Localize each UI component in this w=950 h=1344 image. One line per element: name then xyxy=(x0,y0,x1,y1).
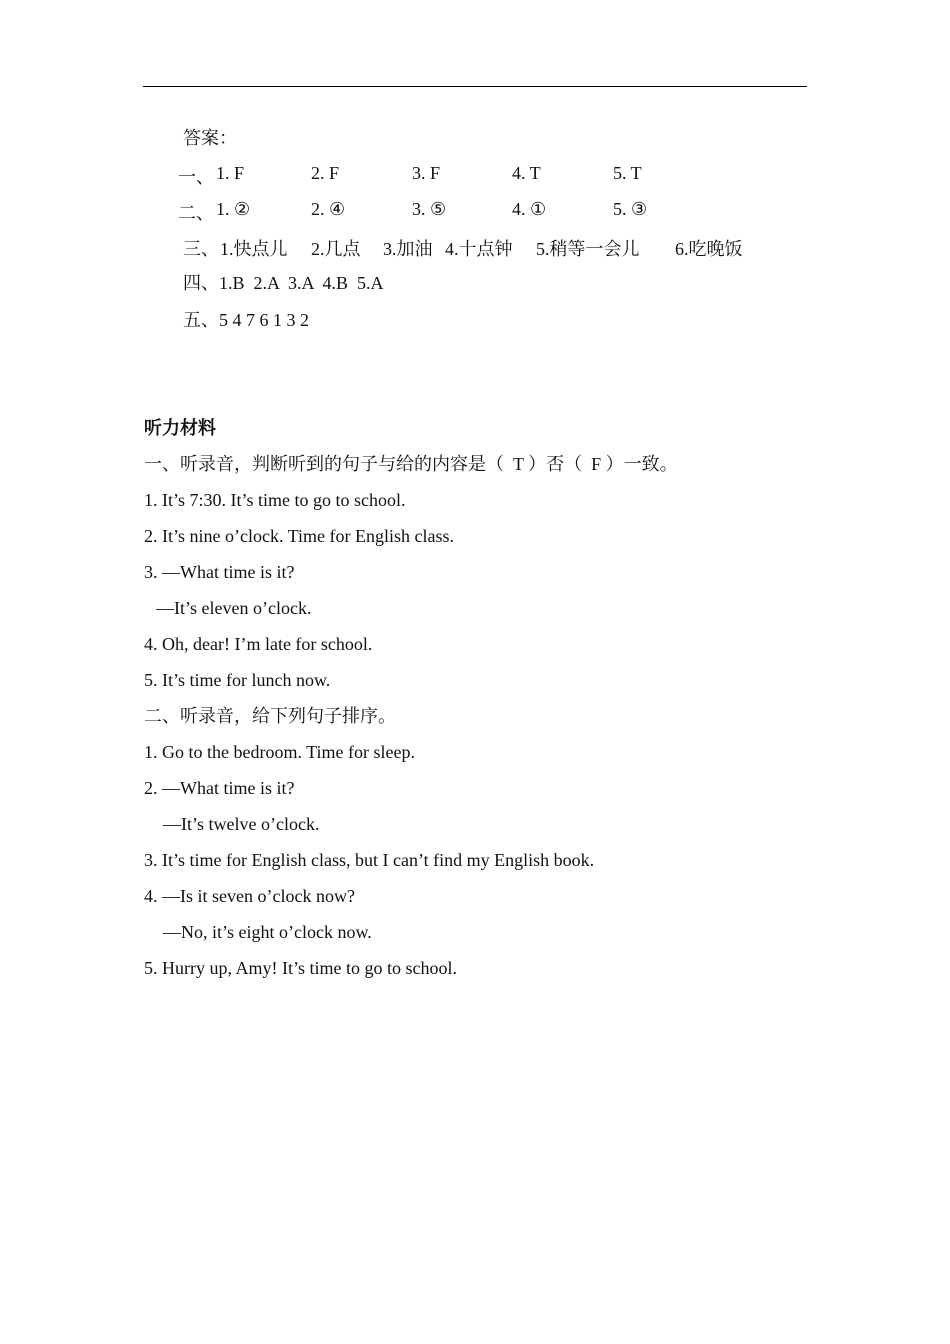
answer-item: 6.吃晚饭 xyxy=(675,239,743,259)
answer-item: 5.稍等一会儿 xyxy=(536,239,640,259)
answers-part1-label: 一、 xyxy=(178,167,214,187)
section2-line: 2. —What time is it? xyxy=(144,778,295,798)
section1-line: 2. It’s nine o’clock. Time for English class. xyxy=(144,526,454,546)
answer-item: 1. F xyxy=(216,163,245,183)
answer-item: 2. F xyxy=(311,163,340,183)
section1-line: 4. Oh, dear! I’m late for school. xyxy=(144,634,373,654)
section2-line: —No, it’s eight o’clock now. xyxy=(163,922,372,942)
answer-item: 2.几点 xyxy=(311,239,361,259)
section2-line: 1. Go to the bedroom. Time for sleep. xyxy=(144,742,415,762)
answer-item: 1.快点儿 xyxy=(220,239,288,259)
section1-line: 5. It’s time for lunch now. xyxy=(144,670,331,690)
section1-heading: 一、听录音，判断听到的句子与给的内容是（ T ）否（ F ）一致。 xyxy=(144,454,678,474)
section2-heading: 二、听录音，给下列句子排序。 xyxy=(144,706,396,726)
section2-line: 4. —Is it seven o’clock now? xyxy=(144,886,355,906)
answer-item: 4.十点钟 xyxy=(445,239,513,259)
section1-line: 1. It’s 7:30. It’s time to go to school. xyxy=(144,490,406,510)
answers-part5: 五、5 4 7 6 1 3 2 xyxy=(183,310,309,330)
answer-item: 5. ③ xyxy=(613,199,648,219)
listening-title: 听力材料 xyxy=(144,418,216,438)
answers-part2-label: 二、 xyxy=(178,203,214,223)
answers-part3-label: 三、 xyxy=(183,239,219,259)
answer-item: 4. ① xyxy=(512,199,547,219)
answer-item: 5. T xyxy=(613,163,642,183)
section1-line: 3. —What time is it? xyxy=(144,562,295,582)
section2-line: 5. Hurry up, Amy! It’s time to go to school. xyxy=(144,958,457,978)
answer-item: 2. ④ xyxy=(311,199,346,219)
answer-item: 3. ⑤ xyxy=(412,199,447,219)
answer-item: 4. T xyxy=(512,163,541,183)
answer-item: 1. ② xyxy=(216,199,251,219)
answers-heading: 答案： xyxy=(183,128,237,148)
answer-item: 3.加油 xyxy=(383,239,433,259)
answers-part4: 四、1.B 2.A 3.A 4.B 5.A xyxy=(183,273,384,293)
section1-line: —It’s eleven o’clock. xyxy=(156,598,312,618)
section2-line: 3. It’s time for English class, but I can’t find my English book. xyxy=(144,850,595,870)
answer-item: 3. F xyxy=(412,163,441,183)
section2-line: —It’s twelve o’clock. xyxy=(163,814,320,834)
header-rule xyxy=(143,86,807,87)
